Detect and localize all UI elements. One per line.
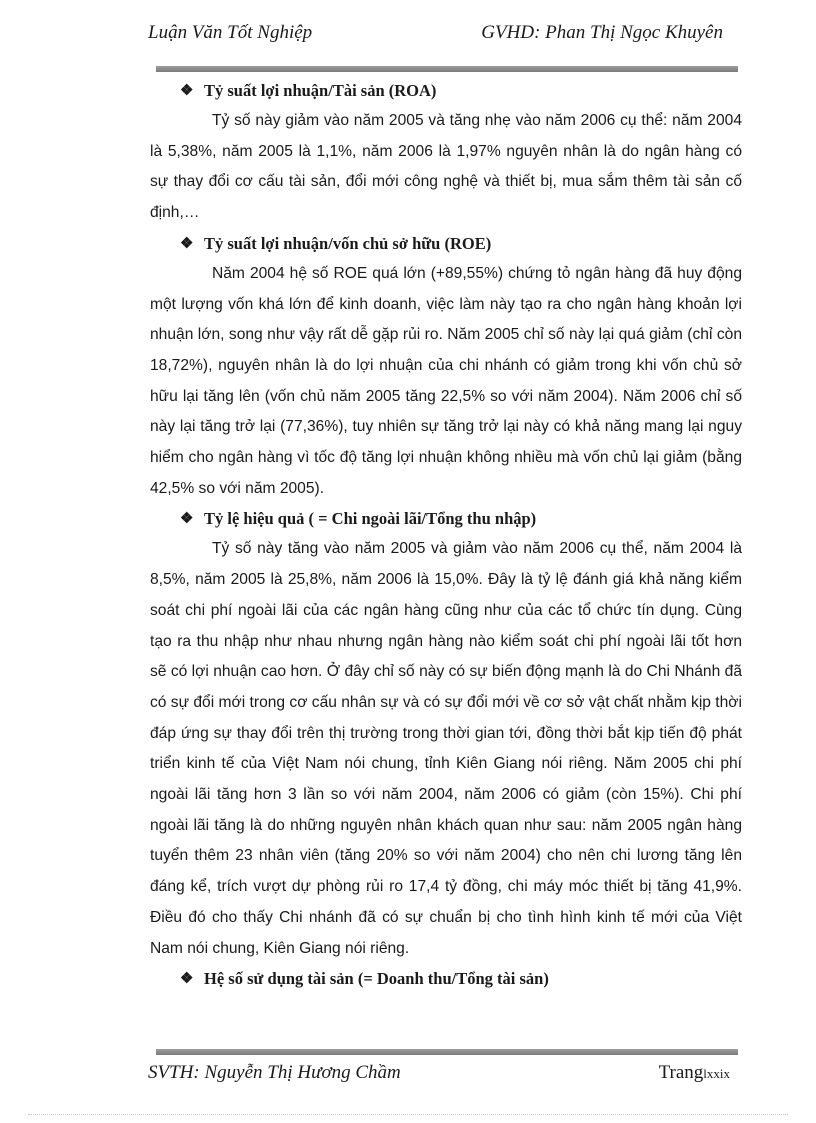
heading-text: Tỷ lệ hiệu quả ( = Chi ngoài lãi/Tổng thu nhập) [204,509,537,529]
section-heading-roe [150,229,742,259]
section-heading-roa [150,76,742,106]
diamond-bullet-icon: ❖ [180,235,194,252]
paragraph-roa [150,106,742,229]
page-label: Trang [658,1062,704,1083]
footer-divider [156,1049,738,1055]
paragraph-text: Năm 2004 hệ số ROE quá lớn (+89,55%) chứng tỏ ngân hàng đã huy động một lượng vốn khá lớn để kinh doanh, việc làm này tạo ra cho ngân hàng khoản lợi nhuận lớn, song như vậy rất dễ gặp rủi ro. Năm 2005 chỉ số này lại quá giảm (chỉ còn 18,72%), nguyên nhân là do lợi nhuận của chi nhánh có giảm trong khi vốn chủ sở hữu lại tăng lên (vốn chủ năm 2005 tăng 22,5% so với năm 2004). Năm 2006 chỉ số này lại tăng trở lại (77,36%), tuy nhiên sự tăng trở lại này có khả năng mang lại nguy hiểm cho ngân hàng vì tốc độ tăng lợi nhuận không nhiều mà vốn chủ lại giảm (bằng 42,5% so với năm 2005). [150,264,742,497]
page-header [148,22,723,50]
page-number: lxxix [703,1066,730,1081]
diamond-bullet-icon: ❖ [180,511,194,528]
section-heading-asset-utilization [150,964,742,994]
heading-text: Tỷ suất lợi nhuận/Tài sản (ROA) [204,81,437,100]
advisor-name: GVHD: Phan Thị Ngọc Khuyên [481,22,723,43]
page-footer [148,1062,730,1092]
page-indicator [659,1062,730,1084]
diamond-bullet-icon: ❖ [180,83,194,99]
heading-text: Hệ số sử dụng tài sản (= Doanh thu/Tổng tài sản) [204,969,549,989]
paragraph-text: Tỷ số này tăng vào năm 2005 và giảm vào năm 2006 cụ thể, năm 2004 là 8,5%, năm 2005 là 25,8%, năm 2006 là 15,0%. Đây là tỷ lệ đánh giá khả năng kiểm soát chi phí ngoài lãi của các ngân hàng cũng như của các tổ chức tín dụng. Cùng tạo ra thu nhập như nhau nhưng ngân hàng nào kiểm soát chi phí ngoài lãi tốt hơn sẽ có lợi nhuận cao hơn. Ở đây chỉ số này có sự biến động mạnh là do Chi Nhánh đã có sự đổi mới trong cơ cấu nhân sự và có sự đổi mới về cơ sở vật chất nhằm kịp thời đáp ứng sự thay đổi trên thị trường trong thời gian tới, đồng thời bắt kịp tiến độ phát triển kinh tế của Việt Nam nói chung, tỉnh Kiên Giang nói riêng. Năm 2005 chi phí ngoài lãi tăng hơn 3 lần so với năm 2004, năm 2006 có giảm (còn 15%). Chi phí ngoài lãi tăng là do những nguyên nhân khách quan như sau: năm 2005 ngân hàng tuyển thêm 23 nhân viên (tăng 20% so với năm 2004) cho nên chi lương tăng lên đáng kể, trích vượt dự phòng rủi ro 17,4 tỷ đồng, chi máy móc thiết bị tăng 41,9%. Điều đó cho thấy Chi nhánh đã có sự chuẩn bị cho tình hình kinh tế mới của Việt Nam nói chung, Kiên Giang nói riêng. [150,540,742,957]
heading-text: Tỷ suất lợi nhuận/vốn chủ sở hữu (ROE) [204,233,492,253]
paragraph-efficiency [150,534,742,964]
diamond-bullet-icon: ❖ [180,971,194,988]
thesis-title: Luận Văn Tốt Nghiệp [148,22,313,43]
section-heading-efficiency [150,504,742,534]
paragraph-roe [150,259,742,505]
paragraph-text: Tỷ số này giảm vào năm 2005 và tăng nhẹ vào năm 2006 cụ thể: năm 2004 là 5,38%, năm 2005 là 1,1%, năm 2006 là 1,97% nguyên nhân là do ngân hàng có sự thay đổi cơ cấu tài sản, đổi mới công nghệ và thiết bị, mua sắm thêm tài sản cố định,… [150,112,742,222]
page-boundary-line [28,1114,788,1115]
page-body [150,76,742,994]
student-name: SVTH: Nguyễn Thị Hương Chầm [148,1062,401,1083]
header-divider [156,66,738,72]
